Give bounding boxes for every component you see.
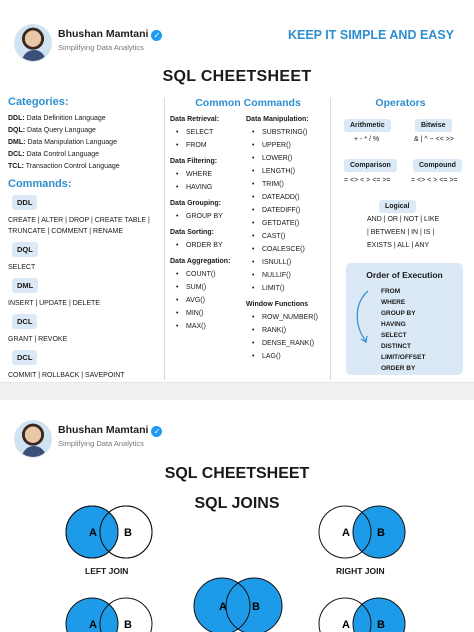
logical-operators-line: AND | OR | NOT | LIKE [367,216,440,223]
common-commands-left [170,116,248,339]
command-item: • FROM [170,139,248,152]
command-item: • LENGTH() [246,165,330,178]
command-item: • DATEADD() [246,191,330,204]
command-item: • DENSE_RANK() [246,337,330,350]
command-category-chip: DDL [12,195,37,210]
arithmetic-chip: Arithmetic [344,119,391,132]
command-item: • GROUP BY [170,210,248,223]
execution-step: DISTINCT [381,343,411,350]
left-join-label: LEFT JOIN [85,566,129,576]
set-b-label: B [377,527,385,539]
execution-step: WHERE [381,299,406,306]
category-abbr: DDL: [8,115,25,122]
command-group [170,158,248,194]
curved-arrow-icon [352,289,374,349]
category-row [8,163,163,170]
set-b-label: B [252,601,260,613]
author-tagline: Simplifying Data Analytics [58,439,144,448]
verified-badge-icon: ✓ [151,426,162,437]
command-category-chip: DQL [12,242,38,257]
set-a-label: A [219,601,227,613]
column-divider [330,98,331,380]
command-group [246,301,330,363]
commands-heading: Commands: [8,178,72,190]
category-row [8,139,163,146]
category-abbr: DML: [8,139,26,146]
set-a-label: A [342,619,350,631]
command-list-line: GRANT | REVOKE [8,336,68,343]
execution-order-box [346,263,463,375]
set-a-label: A [89,619,97,631]
categories-list [8,115,163,170]
command-list-line: INSERT | UPDATE | DELETE [8,300,100,307]
compound-operators: = <> < > <= >= [411,177,458,184]
execution-step: FROM [381,288,401,295]
author-name: Bhushan Mamtani [58,28,149,40]
command-item: • NULLIF() [246,269,330,282]
command-group-title: Window Functions [246,301,309,308]
author-tagline: Simplifying Data Analytics [58,43,144,52]
command-item: • UPPER() [246,139,330,152]
command-group [170,258,248,333]
common-commands-heading: Common Commands [195,97,301,109]
right-join-diagram [317,504,409,560]
command-group [246,116,330,295]
slogan: KEEP IT SIMPLE AND EASY [287,28,454,42]
command-group-title: Data Sorting: [170,229,214,236]
operators-heading: Operators [375,97,426,109]
join-diagram-partial [64,596,156,632]
author-name-row [58,28,162,41]
command-group-title: Data Filtering: [170,158,218,165]
categories-column [8,96,163,381]
command-item: • COUNT() [170,268,248,281]
left-join-diagram [64,504,156,560]
command-list-line: COMMIT | ROLLBACK | SAVEPOINT [8,372,125,379]
command-group-title: Data Manipulation: [246,116,309,123]
command-item: • HAVING [170,181,248,194]
right-join-label: RIGHT JOIN [336,566,385,576]
command-item: • CAST() [246,230,330,243]
verified-badge-icon: ✓ [151,30,162,41]
command-item: • SUM() [170,281,248,294]
execution-order-heading: Order of Execution [366,270,443,280]
arithmetic-operators: + - * / % [354,136,380,143]
join-diagram-middle [192,576,284,632]
execution-step: HAVING [381,321,406,328]
logical-chip: Logical [379,200,416,213]
categories-heading: Categories: [8,96,69,108]
set-a-label: A [89,527,97,539]
author-avatar [14,420,52,458]
command-category-chip: DCL [12,314,37,329]
author-name-row [58,424,162,437]
common-commands-right [246,116,330,369]
category-desc: Data Manipulation Language [25,139,117,146]
command-item: • ROW_NUMBER() [246,311,330,324]
joins-heading: SQL JOINS [194,495,280,512]
command-group [170,116,248,152]
category-desc: Data Definition Language [24,115,106,122]
command-item: • LOWER() [246,152,330,165]
command-group-title: Data Aggregation: [170,258,231,265]
command-item: • LAG() [246,350,330,363]
command-item: • ORDER BY [170,239,248,252]
bitwise-operators: & | ^ ~ << >> [414,136,454,143]
command-item: • TRIM() [246,178,330,191]
category-row [8,151,163,158]
command-list-line: CREATE | ALTER | DROP | CREATE TABLE | [8,217,150,224]
page-title: SQL CHEETSHEET [164,465,310,482]
command-item: • ISNULL() [246,256,330,269]
category-abbr: DCL: [8,151,25,158]
author-header [14,420,464,460]
command-category-chip: DML [12,278,38,293]
command-group [170,229,248,252]
set-b-label: B [124,619,132,631]
author-avatar [14,24,52,62]
category-abbr: TCL: [8,163,24,170]
cheatsheet-page-2 [0,400,474,632]
set-b-label: B [377,619,385,631]
category-row [8,115,163,122]
compound-chip: Compound [413,159,462,172]
command-item: • GETDATE() [246,217,330,230]
command-list-line: TRUNCATE | COMMENT | RENAME [8,228,123,235]
execution-step: GROUP BY [381,310,416,317]
command-group-title: Data Grouping: [170,200,221,207]
category-desc: Transaction Control Language [23,163,120,170]
command-item: • AVG() [170,294,248,307]
commands-list [8,190,163,381]
command-item: • SELECT [170,126,248,139]
set-b-label: B [124,527,132,539]
command-group [170,200,248,223]
author-name: Bhushan Mamtani [58,424,149,436]
common-commands-column [168,96,328,360]
category-abbr: DQL: [8,127,26,134]
command-item: • RANK() [246,324,330,337]
comparison-chip: Comparison [344,159,397,172]
command-item: • DATEDIFF() [246,204,330,217]
command-item: • SUBSTRING() [246,126,330,139]
logical-operators-line: | BETWEEN | IN | IS | [367,229,435,236]
category-row [8,127,163,134]
comparison-operators: = <> < > <= >= [344,177,391,184]
operators-column [333,96,468,381]
command-item: • LIMIT() [246,282,330,295]
page-gap [0,383,474,400]
column-divider [164,98,165,380]
logical-operators-line: EXISTS | ALL | ANY [367,242,430,249]
command-group-title: Data Retrieval: [170,116,220,123]
page-title: SQL CHEETSHEET [162,68,312,85]
command-item: • WHERE [170,168,248,181]
command-item: • MAX() [170,320,248,333]
command-list-line: SELECT [8,264,36,271]
category-desc: Data Control Language [24,151,100,158]
command-category-chip: DCL [12,350,37,365]
join-diagram-partial [317,596,409,632]
command-item: • COALESCE() [246,243,330,256]
author-header [14,24,464,64]
execution-step: LIMIT/OFFSET [381,354,426,361]
bitwise-chip: Bitwise [415,119,452,132]
category-desc: Data Query Language [25,127,96,134]
set-a-label: A [342,527,350,539]
execution-step: SELECT [381,332,407,339]
execution-step: ORDER BY [381,365,416,372]
command-item: • MIN() [170,307,248,320]
